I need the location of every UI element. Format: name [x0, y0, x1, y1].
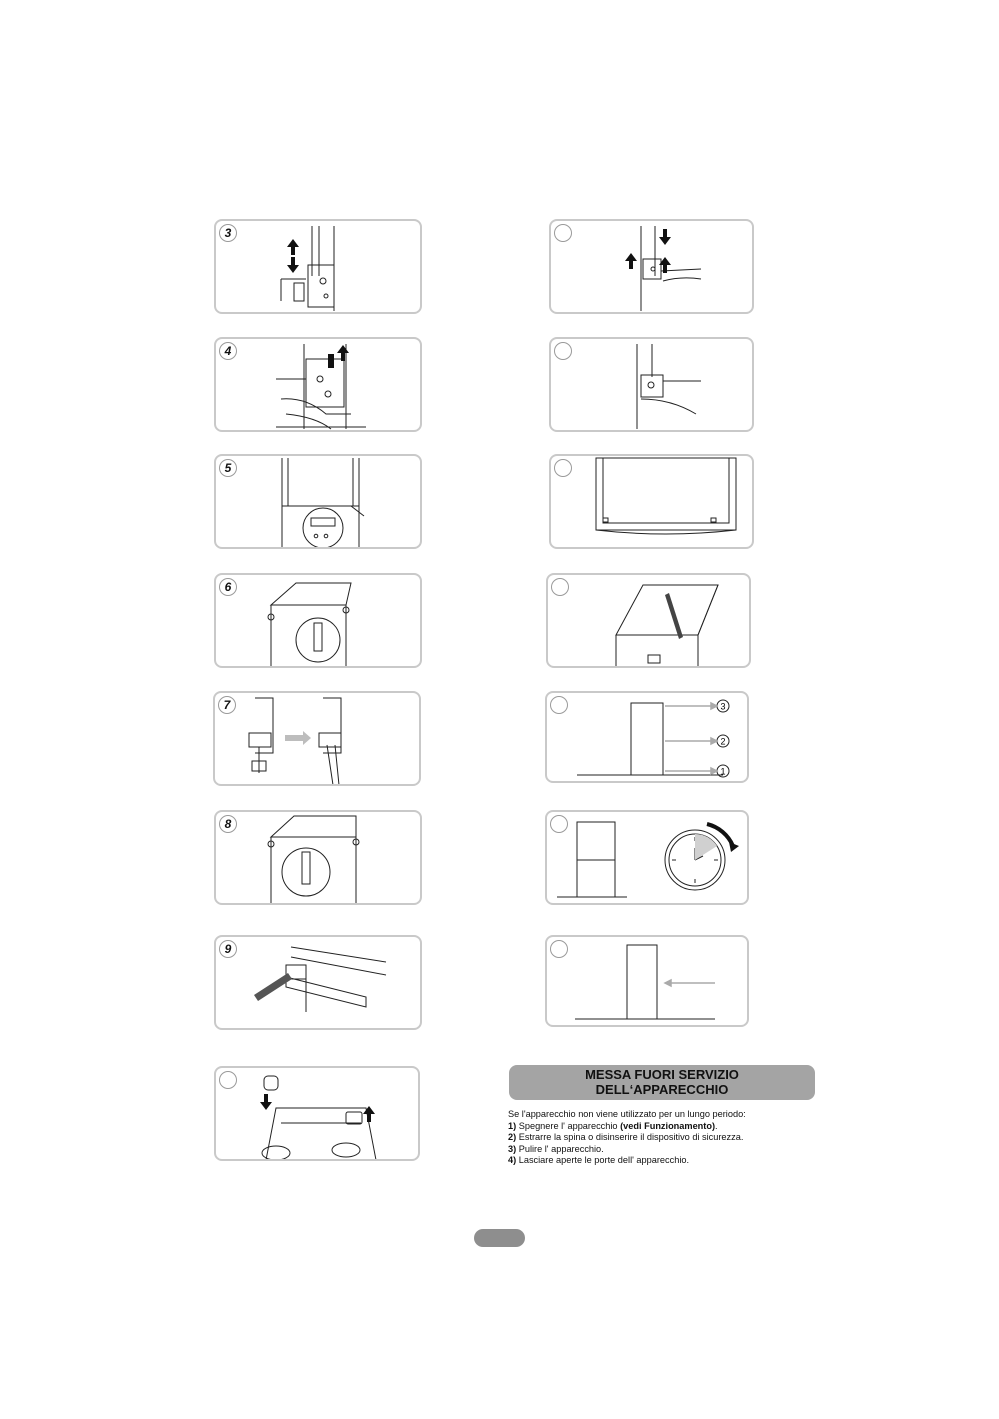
- adjustable-foot-illustration: [215, 693, 421, 786]
- hinge-reinstall-illustration: [216, 812, 422, 905]
- door-close-illustration: [547, 937, 749, 1027]
- step-17-panel: [545, 935, 749, 1027]
- step-9-panel: [214, 935, 422, 1030]
- step-6-panel: [214, 573, 422, 668]
- clearance-diagram: [547, 693, 749, 783]
- step-number: 4: [219, 342, 237, 360]
- instruction-step: 4) Lasciare aperte le porte dell' apparecchio.: [508, 1155, 690, 1165]
- instructions-text: [508, 1109, 828, 1167]
- section-title-banner: [509, 1065, 815, 1100]
- callout-1: 1: [720, 766, 726, 777]
- step-7-panel: [213, 691, 421, 786]
- hinge-removal-illustration: [216, 221, 422, 314]
- step-number: 5: [219, 459, 237, 477]
- door-front-illustration: [551, 456, 754, 549]
- step-10-panel: [214, 1066, 420, 1161]
- door-hinge-tool-illustration: [216, 937, 422, 1030]
- step-number: 7: [218, 696, 236, 714]
- step-13-panel: [549, 454, 754, 549]
- step-8-panel: [214, 810, 422, 905]
- step-14-panel: [546, 573, 751, 668]
- step-5-panel: [214, 454, 422, 549]
- step-3-panel: [214, 219, 422, 314]
- section-title-line1: MESSA FUORI SERVIZIO: [585, 1067, 739, 1082]
- page-number-badge: [474, 1229, 525, 1247]
- hinge-pin-illustration: [216, 575, 422, 668]
- intro-text: Se l'apparecchio non viene utilizzato per un lungo periodo:: [508, 1109, 746, 1119]
- step-12-panel: [549, 337, 754, 432]
- step-number: 8: [219, 815, 237, 833]
- step-number: 6: [219, 578, 237, 596]
- step-16-panel: [545, 810, 749, 905]
- top-cover-screwdriver-illustration: [548, 575, 751, 668]
- hinge-cover-illustration: [216, 1068, 420, 1161]
- hinge-fixed-illustration: [551, 339, 754, 432]
- step-number: 3: [219, 224, 237, 242]
- callout-2: 2: [720, 736, 726, 747]
- step-11-panel: [549, 219, 754, 314]
- step-15-panel: [545, 691, 749, 783]
- section-title-line2: DELL‘APPARECCHIO: [595, 1082, 729, 1097]
- hinge-mount-illustration: [551, 221, 754, 314]
- instruction-step: 3) Pulire l' apparecchio.: [508, 1143, 604, 1154]
- wait-time-illustration: [547, 812, 749, 905]
- step-number: 9: [219, 940, 237, 958]
- instruction-step: 1) Spegnere l' apparecchio (vedi Funzionamento).: [508, 1120, 718, 1131]
- screw-removal-illustration: [216, 339, 422, 432]
- instruction-step: 2) Estrarre la spina o disinserire il dispositivo di sicurezza.: [508, 1132, 744, 1142]
- callout-3: 3: [720, 701, 726, 712]
- step-4-panel: [214, 337, 422, 432]
- cabinet-top-illustration: [216, 456, 422, 549]
